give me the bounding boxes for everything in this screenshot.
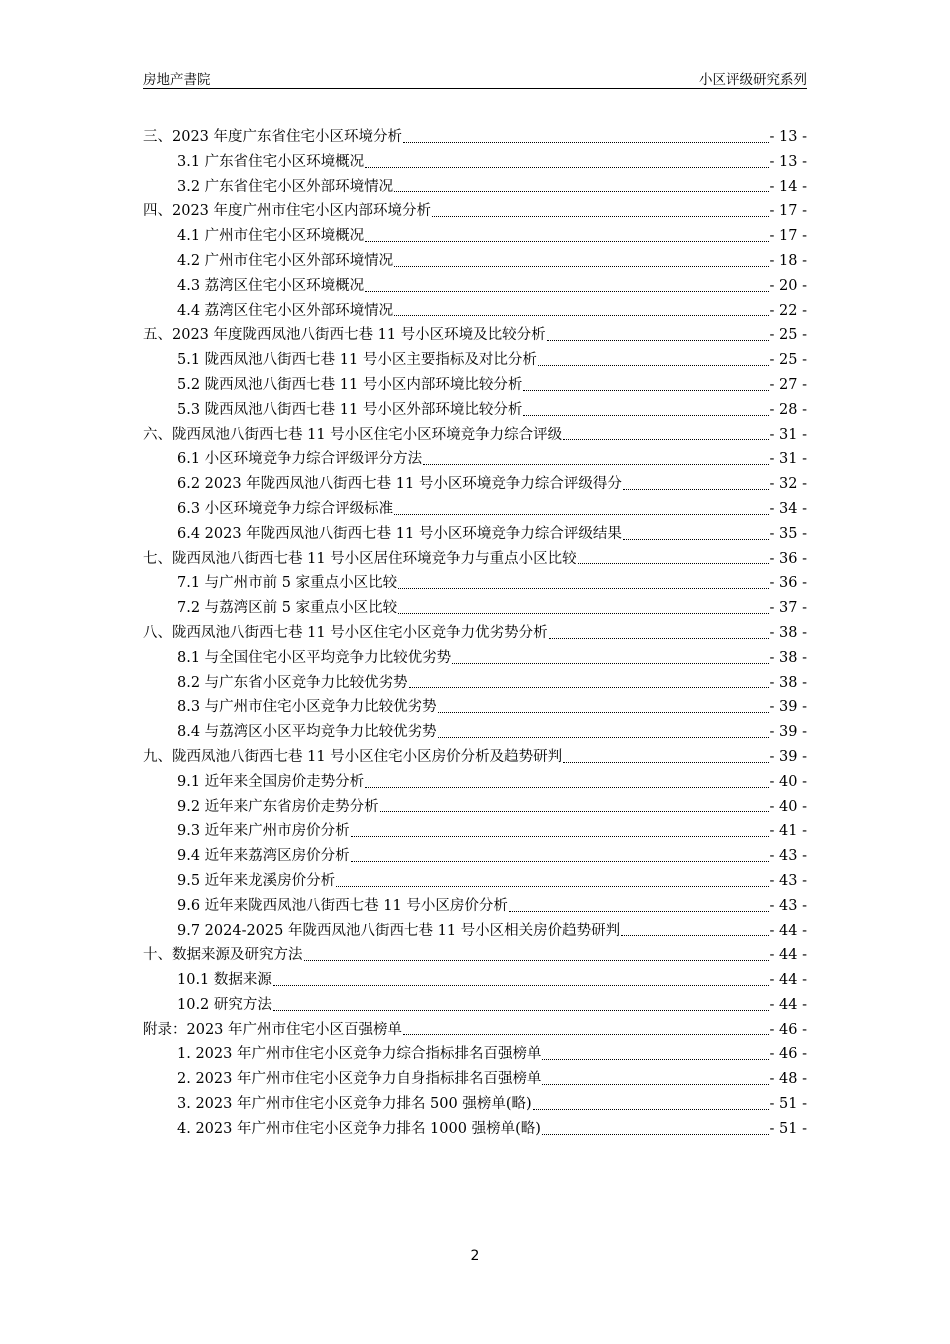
toc-dot-leader <box>273 985 769 986</box>
toc-entry-page-number: - 39 - <box>769 699 807 716</box>
toc-subsection-entry[interactable] <box>143 720 807 745</box>
toc-subsection-entry[interactable] <box>143 249 807 274</box>
toc-subsection-entry[interactable] <box>143 522 807 547</box>
toc-dot-leader <box>365 291 768 292</box>
toc-entry-page-number: - 43 - <box>769 848 807 865</box>
toc-dot-leader <box>394 266 768 267</box>
toc-entry-page-number: - 40 - <box>769 773 807 790</box>
toc-entry-page-number: - 51 - <box>769 1096 807 1113</box>
header-publisher: 房地产書院 <box>143 72 211 88</box>
toc-entry-title: 5.2 陇西凤池八街西七巷 11 号小区内部环境比较分析 <box>177 376 523 393</box>
toc-entry-page-number: - 17 - <box>769 203 807 220</box>
toc-entry-page-number: - 40 - <box>769 798 807 815</box>
toc-entry-title: 9.7 2024-2025 年陇西凤池八街西七巷 11 号小区相关房价趋势研判 <box>177 922 621 939</box>
toc-subsection-entry[interactable] <box>143 1117 807 1142</box>
toc-entry-title: 2. 2023 年广州市住宅小区竞争力自身指标排名百强榜单 <box>177 1071 542 1088</box>
toc-entry-title: 七、陇西凤池八街西七巷 11 号小区居住环境竞争力与重点小区比较 <box>143 550 577 567</box>
toc-dot-leader <box>549 638 769 639</box>
toc-subsection-entry[interactable] <box>143 695 807 720</box>
toc-entry-page-number: - 36 - <box>769 550 807 567</box>
toc-dot-leader <box>273 1010 769 1011</box>
toc-dot-leader <box>542 1084 768 1085</box>
toc-dot-leader <box>563 762 768 763</box>
toc-entry-title: 8.4 与荔湾区小区平均竞争力比较优劣势 <box>177 724 437 741</box>
toc-dot-leader <box>351 861 769 862</box>
toc-subsection-entry[interactable] <box>143 1042 807 1067</box>
toc-entry-title: 9.2 近年来广东省房价走势分析 <box>177 798 379 815</box>
toc-dot-leader <box>380 811 769 812</box>
toc-entry-page-number: - 41 - <box>769 823 807 840</box>
toc-entry-page-number: - 25 - <box>769 352 807 369</box>
toc-entry-title: 五、2023 年度陇西凤池八街西七巷 11 号小区环境及比较分析 <box>143 327 546 344</box>
toc-entry-title: 3. 2023 年广州市住宅小区竞争力排名 500 强榜单(略) <box>177 1096 532 1113</box>
toc-entry-title: 8.1 与全国住宅小区平均竞争力比较优劣势 <box>177 649 452 666</box>
toc-entry-title: 6.2 2023 年陇西凤池八街西七巷 11 号小区环境竞争力综合评级得分 <box>177 476 622 493</box>
toc-subsection-entry[interactable] <box>143 1067 807 1092</box>
toc-dot-leader <box>394 315 768 316</box>
toc-entry-title: 十、数据来源及研究方法 <box>143 947 303 964</box>
toc-entry-title: 8.3 与广州市住宅小区竞争力比较优劣势 <box>177 699 437 716</box>
toc-section-entry[interactable] <box>143 1018 807 1043</box>
toc-entry-page-number: - 18 - <box>769 252 807 269</box>
toc-entry-page-number: - 31 - <box>769 451 807 468</box>
toc-section-entry[interactable] <box>143 547 807 572</box>
toc-entry-page-number: - 13 - <box>769 129 807 145</box>
toc-entry-title: 1. 2023 年广州市住宅小区竞争力综合指标排名百强榜单 <box>177 1046 542 1063</box>
header-series-title: 小区评级研究系列 <box>699 72 807 88</box>
toc-section-entry[interactable] <box>143 621 807 646</box>
toc-entry-page-number: - 44 - <box>769 972 807 989</box>
toc-entry-page-number: - 31 - <box>769 426 807 443</box>
toc-dot-leader <box>542 1134 769 1135</box>
toc-dot-leader <box>398 613 768 614</box>
toc-entry-page-number: - 39 - <box>769 748 807 765</box>
toc-subsection-entry[interactable] <box>143 224 807 249</box>
toc-entry-title: 6.3 小区环境竞争力综合评级标准 <box>177 500 394 517</box>
toc-entry-page-number: - 35 - <box>769 525 807 542</box>
toc-entry-title: 四、2023 年度广州市住宅小区内部环境分析 <box>143 203 432 220</box>
toc-entry-page-number: - 38 - <box>769 624 807 641</box>
toc-entry-title: 六、陇西凤池八街西七巷 11 号小区住宅小区环境竞争力综合评级 <box>143 426 563 443</box>
toc-entry-title: 4. 2023 年广州市住宅小区竞争力排名 1000 强榜单(略) <box>177 1120 541 1137</box>
toc-dot-leader <box>533 1109 769 1110</box>
toc-subsection-entry[interactable] <box>143 968 807 993</box>
toc-entry-page-number: - 38 - <box>769 649 807 666</box>
toc-dot-leader <box>398 588 768 589</box>
toc-dot-leader <box>547 340 769 341</box>
toc-subsection-entry[interactable] <box>143 299 807 324</box>
toc-entry-title: 三、2023 年度广东省住宅小区环境分析 <box>143 129 403 145</box>
toc-dot-leader <box>563 439 768 440</box>
toc-dot-leader <box>409 687 769 688</box>
toc-dot-leader <box>452 663 768 664</box>
toc-dot-leader <box>509 911 769 912</box>
toc-entry-title: 9.3 近年来广州市房价分析 <box>177 823 350 840</box>
toc-entry-page-number: - 37 - <box>769 600 807 617</box>
toc-subsection-entry[interactable] <box>143 472 807 497</box>
toc-entry-page-number: - 44 - <box>769 922 807 939</box>
toc-entry-title: 九、陇西凤池八街西七巷 11 号小区住宅小区房价分析及趋势研判 <box>143 748 563 765</box>
toc-dot-leader <box>538 365 769 366</box>
toc-entry-title: 9.1 近年来全国房价走势分析 <box>177 773 365 790</box>
toc-entry-page-number: - 39 - <box>769 724 807 741</box>
toc-dot-leader <box>621 935 768 936</box>
toc-dot-leader <box>304 960 769 961</box>
toc-entry-title: 4.3 荔湾区住宅小区环境概况 <box>177 277 365 294</box>
page-header <box>143 66 807 89</box>
toc-entry-title: 5.1 陇西凤池八街西七巷 11 号小区主要指标及对比分析 <box>177 352 537 369</box>
toc-section-entry[interactable] <box>143 745 807 770</box>
toc-entry-page-number: - 17 - <box>769 228 807 245</box>
toc-subsection-entry[interactable] <box>143 150 807 175</box>
toc-entry-page-number: - 27 - <box>769 376 807 393</box>
toc-section-entry[interactable] <box>143 943 807 968</box>
toc-entry-page-number: - 20 - <box>769 277 807 294</box>
toc-entry-title: 7.2 与荔湾区前 5 家重点小区比较 <box>177 600 398 617</box>
toc-entry-page-number: - 38 - <box>769 674 807 691</box>
toc-entry-page-number: - 36 - <box>769 575 807 592</box>
toc-entry-title: 4.4 荔湾区住宅小区外部环境情况 <box>177 302 394 319</box>
toc-dot-leader <box>394 191 768 192</box>
toc-entry-page-number: - 43 - <box>769 897 807 914</box>
toc-entry-title: 9.6 近年来陇西凤池八街西七巷 11 号小区房价分析 <box>177 897 508 914</box>
page-number: 2 <box>470 1248 480 1264</box>
toc-subsection-entry[interactable] <box>143 844 807 869</box>
toc-subsection-entry[interactable] <box>143 869 807 894</box>
toc-section-entry[interactable] <box>143 199 807 224</box>
toc-dot-leader <box>351 836 769 837</box>
toc-entry-page-number: - 22 - <box>769 302 807 319</box>
toc-subsection-entry[interactable] <box>143 770 807 795</box>
toc-entry-title: 8.2 与广东省小区竞争力比较优劣势 <box>177 674 408 691</box>
toc-dot-leader <box>432 216 769 217</box>
toc-entry-title: 6.1 小区环境竞争力综合评级评分方法 <box>177 451 423 468</box>
toc-entry-title: 10.2 研究方法 <box>177 996 272 1013</box>
toc-entry-page-number: - 44 - <box>769 947 807 964</box>
toc-subsection-entry[interactable] <box>143 894 807 919</box>
toc-entry-page-number: - 28 - <box>769 401 807 418</box>
toc-entry-page-number: - 14 - <box>769 178 807 195</box>
toc-entry-page-number: - 46 - <box>769 1046 807 1063</box>
toc-dot-leader <box>365 167 768 168</box>
toc-entry-page-number: - 44 - <box>769 996 807 1013</box>
toc-dot-leader <box>523 415 768 416</box>
toc-section-entry[interactable] <box>143 125 807 150</box>
toc-dot-leader <box>578 563 769 564</box>
toc-subsection-entry[interactable] <box>143 175 807 200</box>
toc-section-entry[interactable] <box>143 323 807 348</box>
toc-entry-title: 7.1 与广州市前 5 家重点小区比较 <box>177 575 398 592</box>
toc-entry-page-number: - 13 - <box>769 153 807 170</box>
toc-dot-leader <box>394 514 768 515</box>
toc-entry-title: 3.1 广东省住宅小区环境概况 <box>177 153 365 170</box>
toc-dot-leader <box>336 886 768 887</box>
toc-subsection-entry[interactable] <box>143 348 807 373</box>
toc-entry-page-number: - 48 - <box>769 1071 807 1088</box>
toc-entry-page-number: - 43 - <box>769 872 807 889</box>
toc-dot-leader <box>423 464 768 465</box>
toc-entry-title: 八、陇西凤池八街西七巷 11 号小区住宅小区竞争力优劣势分析 <box>143 624 548 641</box>
toc-entry-page-number: - 51 - <box>769 1120 807 1137</box>
toc-entry-title: 附录：2023 年广州市住宅小区百强榜单 <box>143 1021 403 1038</box>
toc-subsection-entry[interactable] <box>143 497 807 522</box>
toc-subsection-entry[interactable] <box>143 671 807 696</box>
toc-entry-title: 3.2 广东省住宅小区外部环境情况 <box>177 178 394 195</box>
toc-subsection-entry[interactable] <box>143 819 807 844</box>
toc-entry-title: 10.1 数据来源 <box>177 972 272 989</box>
toc-subsection-entry[interactable] <box>143 1092 807 1117</box>
table-of-contents <box>143 125 807 1142</box>
toc-subsection-entry[interactable] <box>143 795 807 820</box>
toc-subsection-entry[interactable] <box>143 274 807 299</box>
toc-entry-page-number: - 25 - <box>769 327 807 344</box>
toc-entry-title: 4.1 广州市住宅小区环境概况 <box>177 228 365 245</box>
toc-subsection-entry[interactable] <box>143 993 807 1018</box>
toc-subsection-entry[interactable] <box>143 373 807 398</box>
toc-dot-leader <box>438 737 769 738</box>
toc-entry-page-number: - 34 - <box>769 500 807 517</box>
toc-section-entry[interactable] <box>143 423 807 448</box>
toc-entry-title: 4.2 广州市住宅小区外部环境情况 <box>177 252 394 269</box>
toc-entry-title: 9.4 近年来荔湾区房价分析 <box>177 848 350 865</box>
toc-dot-leader <box>542 1059 768 1060</box>
toc-dot-leader <box>365 241 768 242</box>
toc-entry-title: 5.3 陇西凤池八街西七巷 11 号小区外部环境比较分析 <box>177 401 523 418</box>
toc-subsection-entry[interactable] <box>143 919 807 944</box>
toc-entry-page-number: - 32 - <box>769 476 807 493</box>
toc-subsection-entry[interactable] <box>143 447 807 472</box>
toc-dot-leader <box>623 539 769 540</box>
toc-dot-leader <box>523 390 768 391</box>
toc-subsection-entry[interactable] <box>143 596 807 621</box>
toc-entry-title: 6.4 2023 年陇西凤池八街西七巷 11 号小区环境竞争力综合评级结果 <box>177 525 622 542</box>
toc-dot-leader <box>623 489 769 490</box>
toc-subsection-entry[interactable] <box>143 571 807 596</box>
toc-entry-page-number: - 46 - <box>769 1021 807 1038</box>
toc-subsection-entry[interactable] <box>143 646 807 671</box>
toc-dot-leader <box>438 712 769 713</box>
toc-dot-leader <box>365 787 768 788</box>
toc-dot-leader <box>403 142 769 143</box>
toc-dot-leader <box>403 1034 769 1035</box>
toc-entry-title: 9.5 近年来龙溪房价分析 <box>177 872 336 889</box>
toc-subsection-entry[interactable] <box>143 398 807 423</box>
